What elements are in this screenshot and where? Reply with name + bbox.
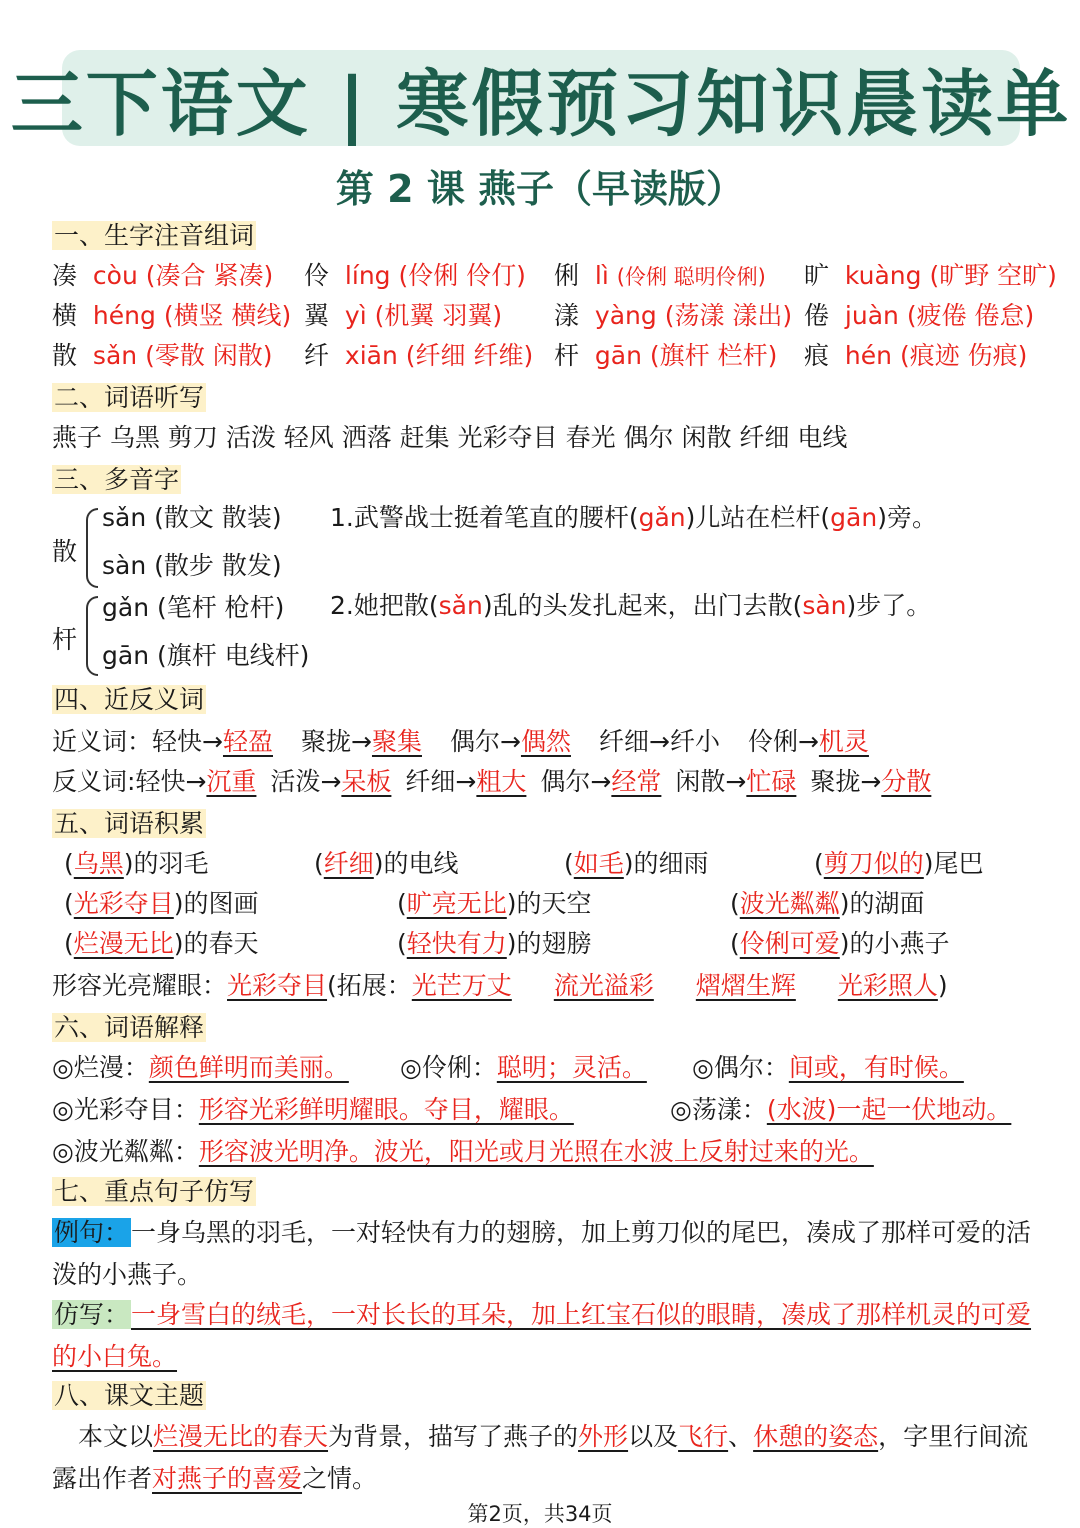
section-heading: 三、多音字: [54, 465, 180, 494]
page-title: 三下语文 | 寒假预习知识晨读单: [10, 62, 1072, 146]
dictation-words: 燕子 乌黑 剪刀 活泼 轻风 洒落 赶集 光彩夺目 春光 偶尔 闲散 纤细 电线: [52, 423, 848, 452]
syn-pair: 轻快→轻盈: [152, 727, 273, 756]
bright-words-row: 形容光亮耀眼：光彩夺目(拓展：光芒万丈 流光溢彩 熠熠生辉 光彩照人): [52, 971, 948, 1000]
lesson-subtitle: 第 2 课 燕子（早读版）: [335, 167, 745, 211]
polyphone-reading: sàn (散步 散发): [102, 551, 282, 580]
extension-word: 流光溢彩: [553, 971, 654, 1000]
page-footer: 第2页，共34页: [467, 1502, 613, 1526]
syn-pair: 纤细→纤小: [598, 727, 720, 756]
char-entry: 凑 còu (凑合 紧凑): [52, 261, 274, 290]
char-entry: 杆 gān (旗杆 栏杆): [554, 341, 778, 370]
brace-icon: [86, 508, 98, 588]
phrase-item: (旷亮无比)的天空: [397, 889, 592, 918]
polyphone-reading: gān (旗杆 电线杆): [102, 641, 310, 670]
phrase-item: (剪刀似的)尾巴: [814, 849, 984, 878]
syn-pair: 偶尔→偶然: [449, 727, 571, 756]
brace-icon: [86, 596, 98, 676]
ant-pair: 偶尔→经常: [540, 767, 662, 796]
extension-word: 熠熠生辉: [695, 971, 796, 1000]
polyphone-reading: sǎn (散文 散装): [102, 503, 282, 532]
phrase-item: (纤细)的电线: [314, 849, 459, 878]
polyphone-char: 散: [52, 537, 78, 566]
char-entry: 倦 juàn (疲倦 倦怠): [804, 301, 1035, 330]
definition: ◎光彩夺目：形容光彩鲜明耀眼。夺目，耀眼。: [52, 1095, 574, 1124]
phrase-item: (烂漫无比)的春天: [64, 929, 259, 958]
ant-pair: 闲散→忙碌: [675, 767, 797, 796]
section-heading: 六、词语解释: [54, 1013, 205, 1042]
imitation-tag: 仿写：: [54, 1300, 130, 1329]
theme-paragraph: 本文以烂漫无比的春天为背景，描写了燕子的外形以及飞行、休憩的姿态，字里行间流露出作者对燕子的喜爱之情。: [52, 1422, 1029, 1493]
definition: ◎伶俐：聪明；灵活。: [400, 1053, 647, 1082]
ant-pair: 轻快→沉重: [135, 767, 257, 796]
char-entry: 纤 xiān (纤细 纤维): [304, 341, 534, 370]
title-banner: [10, 50, 1072, 146]
ant-pair: 活泼→呆板: [270, 767, 392, 796]
syn-pair: 伶俐→机灵: [747, 727, 869, 756]
char-entry: 散 sǎn (零散 闲散): [52, 341, 273, 370]
polyphone-sentence: 2.她把散(sǎn)乱的头发扎起来，出门去散(sàn)步了。: [330, 591, 932, 620]
char-entry: 痕 hén (痕迹 伤痕): [804, 341, 1028, 370]
extension-word: 光彩照人: [837, 971, 938, 1000]
phrase-item: (乌黑)的羽毛: [64, 849, 209, 878]
polyphone-reading: gǎn (笔杆 枪杆): [102, 593, 285, 622]
section-heading: 五、词语积累: [54, 809, 205, 838]
char-entry: 俐 lì (伶俐 聪明伶俐): [554, 261, 766, 290]
ant-pair: 聚拢→分散: [810, 767, 932, 796]
definition: ◎荡漾：(水波)一起一伏地动。: [670, 1095, 1012, 1124]
example-sentence: 例句：一身乌黑的羽毛，一对轻快有力的翅膀，加上剪刀似的尾巴，凑成了那样可爱的活泼的小燕子。: [52, 1218, 1032, 1289]
section-heading: 八、课文主题: [54, 1381, 205, 1410]
definition: ◎偶尔：间或，有时候。: [692, 1053, 964, 1082]
char-entry: 旷 kuàng (旷野 空旷): [804, 261, 1057, 290]
section-heading: 四、近反义词: [54, 685, 205, 714]
phrase-item: (伶俐可爱)的小燕子: [730, 929, 950, 958]
antonym-row: 反义词:轻快→沉重 活泼→呆板 纤细→粗大 偶尔→经常 闲散→忙碌 聚拢→分散: [52, 767, 932, 796]
section-heading: 七、重点句子仿写: [54, 1177, 255, 1206]
imitation-sentence: 仿写：一身雪白的绒毛，一对长长的耳朵，加上红宝石似的眼睛，凑成了那样机灵的可爱的小白兔。: [52, 1300, 1032, 1371]
section-heading: 一、生字注音组词: [54, 221, 255, 250]
example-tag: 例句：: [54, 1218, 130, 1247]
syn-pair: 聚拢→聚集: [301, 727, 422, 756]
char-entry: 横 héng (横竖 横线): [52, 301, 292, 330]
polyphone-char: 杆: [52, 625, 78, 654]
char-entry: 翼 yì (机翼 羽翼): [304, 301, 503, 330]
ant-pair: 纤细→粗大: [405, 767, 527, 796]
phrase-item: (波光粼粼)的湖面: [730, 889, 925, 918]
polyphone-sentence: 1.武警战士挺着笔直的腰杆(gǎn)儿站在栏杆(gān)旁。: [330, 503, 937, 532]
char-entry: 漾 yàng (荡漾 漾出): [554, 301, 793, 330]
synonym-row: 近义词：轻快→轻盈 聚拢→聚集 偶尔→偶然 纤细→纤小 伶俐→机灵: [52, 727, 869, 756]
extension-word: 光芒万丈: [411, 971, 512, 1000]
phrase-item: (光彩夺目)的图画: [64, 889, 259, 918]
definition: ◎烂漫：颜色鲜明而美丽。: [52, 1053, 349, 1082]
definition: ◎波光粼粼：形容波光明净。波光，阳光或月光照在水波上反射过来的光。: [52, 1137, 874, 1166]
char-entry: 伶 líng (伶俐 伶仃): [304, 261, 526, 290]
phrase-item: (如毛)的细雨: [564, 849, 709, 878]
section-heading: 二、词语听写: [54, 383, 205, 412]
phrase-item: (轻快有力)的翅膀: [397, 929, 592, 958]
